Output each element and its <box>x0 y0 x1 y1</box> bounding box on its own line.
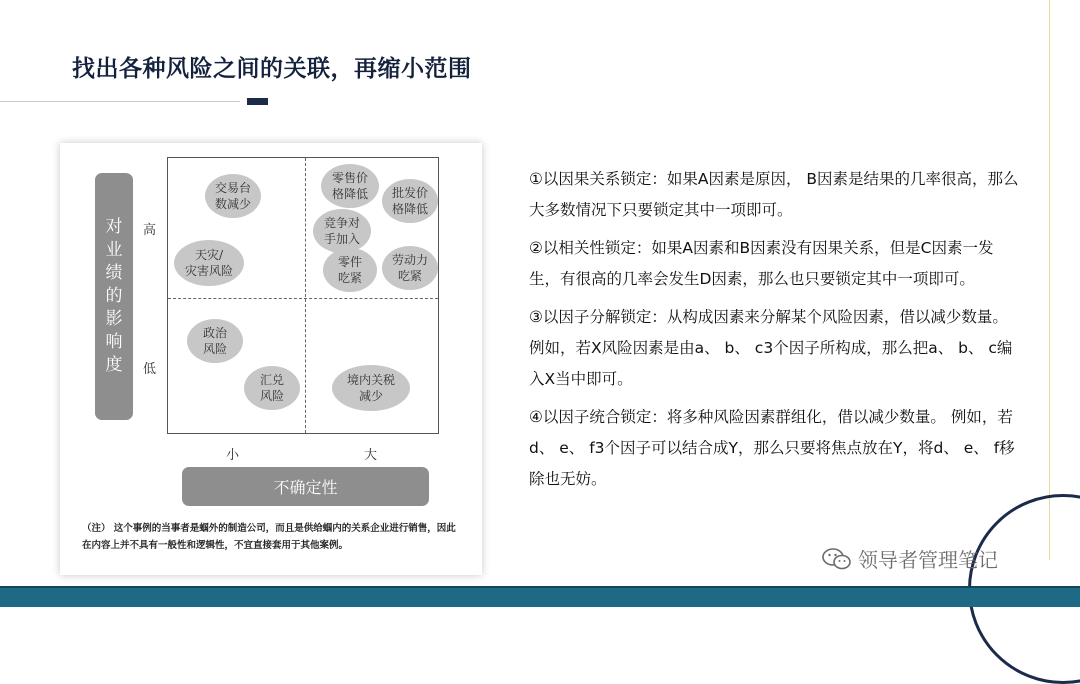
bubble-parts-shortage: 零件 吃紧 <box>323 248 377 292</box>
figure-note: （注） 这个事例的当事者是蝈外的制造公司，而且是供给蝈内的关系企业进行销售，因此在内容上并不具有一般性和逻辑性，不宜直接套用于其他案例。 <box>82 523 456 551</box>
method-correlation: ②以相关性锁定：如果A因素和B因素没有因果关系，但是C因素一发生，有很高的几率会发生D因素，那么也只要锁定其中一项即可。 <box>529 239 994 288</box>
bubble-competitor-entry: 竞争对 手加入 <box>313 209 371 253</box>
method-causality: ①以因果关系锁定：如果A因素是原因， B因素是结果的几率很高，那么大多数情况下只要锁定其中一项即可。 <box>529 170 1019 219</box>
horizontal-divider <box>168 298 438 299</box>
title-underline <box>0 101 240 102</box>
y-axis-char: 对 <box>105 217 123 237</box>
bubble-political-risk: 政治 风险 <box>187 319 243 363</box>
footer-bar <box>0 588 1080 607</box>
y-axis-char: 响 <box>105 332 123 352</box>
method-factor-decomposition: ③以因子分解锁定：从构成因素来分解某个风险因素，借以减少数量。例如，若X风险因素是由a、 b、 c3个因子所构成，那么把a、 b、 c编入X当中即可。 <box>529 308 1013 388</box>
bubble-wholesale-price-drop: 批发价 格降低 <box>382 179 438 223</box>
y-axis-char: 度 <box>105 355 123 375</box>
wechat-icon <box>822 547 852 571</box>
x-axis-label: 不确定性 <box>182 467 429 506</box>
y-axis-char: 绩 <box>105 263 123 283</box>
y-axis-char: 业 <box>105 240 123 260</box>
page-title: 找出各种风险之间的关联，再缩小范围 <box>72 56 472 82</box>
bubble-domestic-tariff-decrease: 境内关税 减少 <box>332 365 410 411</box>
watermark-text: 领导者管理笔记 <box>858 548 998 572</box>
watermark <box>822 544 998 573</box>
y-tick-high: 高 <box>143 223 157 238</box>
y-axis-char: 影 <box>105 309 123 329</box>
x-tick-large: 大 <box>364 448 378 463</box>
bubble-retail-price-drop: 零售价 格降低 <box>321 164 379 208</box>
bubble-disaster-risk: 天灾/ 灾害风险 <box>174 240 244 286</box>
bubble-labor-shortage: 劳动力 吃紧 <box>382 246 438 290</box>
y-tick-low: 低 <box>143 362 157 377</box>
risk-matrix-figure <box>60 143 482 575</box>
y-axis-label <box>95 173 133 420</box>
decorative-vertical-line <box>1049 0 1050 560</box>
bubble-exchange-risk: 汇兑 风险 <box>244 366 300 410</box>
y-axis-char: 的 <box>105 286 123 306</box>
method-factor-integration: ④以因子统合锁定：将多种风险因素群组化，借以减少数量。 例如，若d、 e、 f3个因子可以结合成Y，那么只要将焦点放在Y，将d、 e、 f移除也无妨。 <box>529 408 1015 488</box>
bubble-transactions-decrease: 交易台 数减少 <box>205 174 261 218</box>
vertical-divider <box>305 158 306 433</box>
method-list <box>529 164 1019 502</box>
title-accent-bar <box>247 98 268 105</box>
matrix-grid <box>167 157 439 434</box>
x-tick-small: 小 <box>226 448 240 463</box>
